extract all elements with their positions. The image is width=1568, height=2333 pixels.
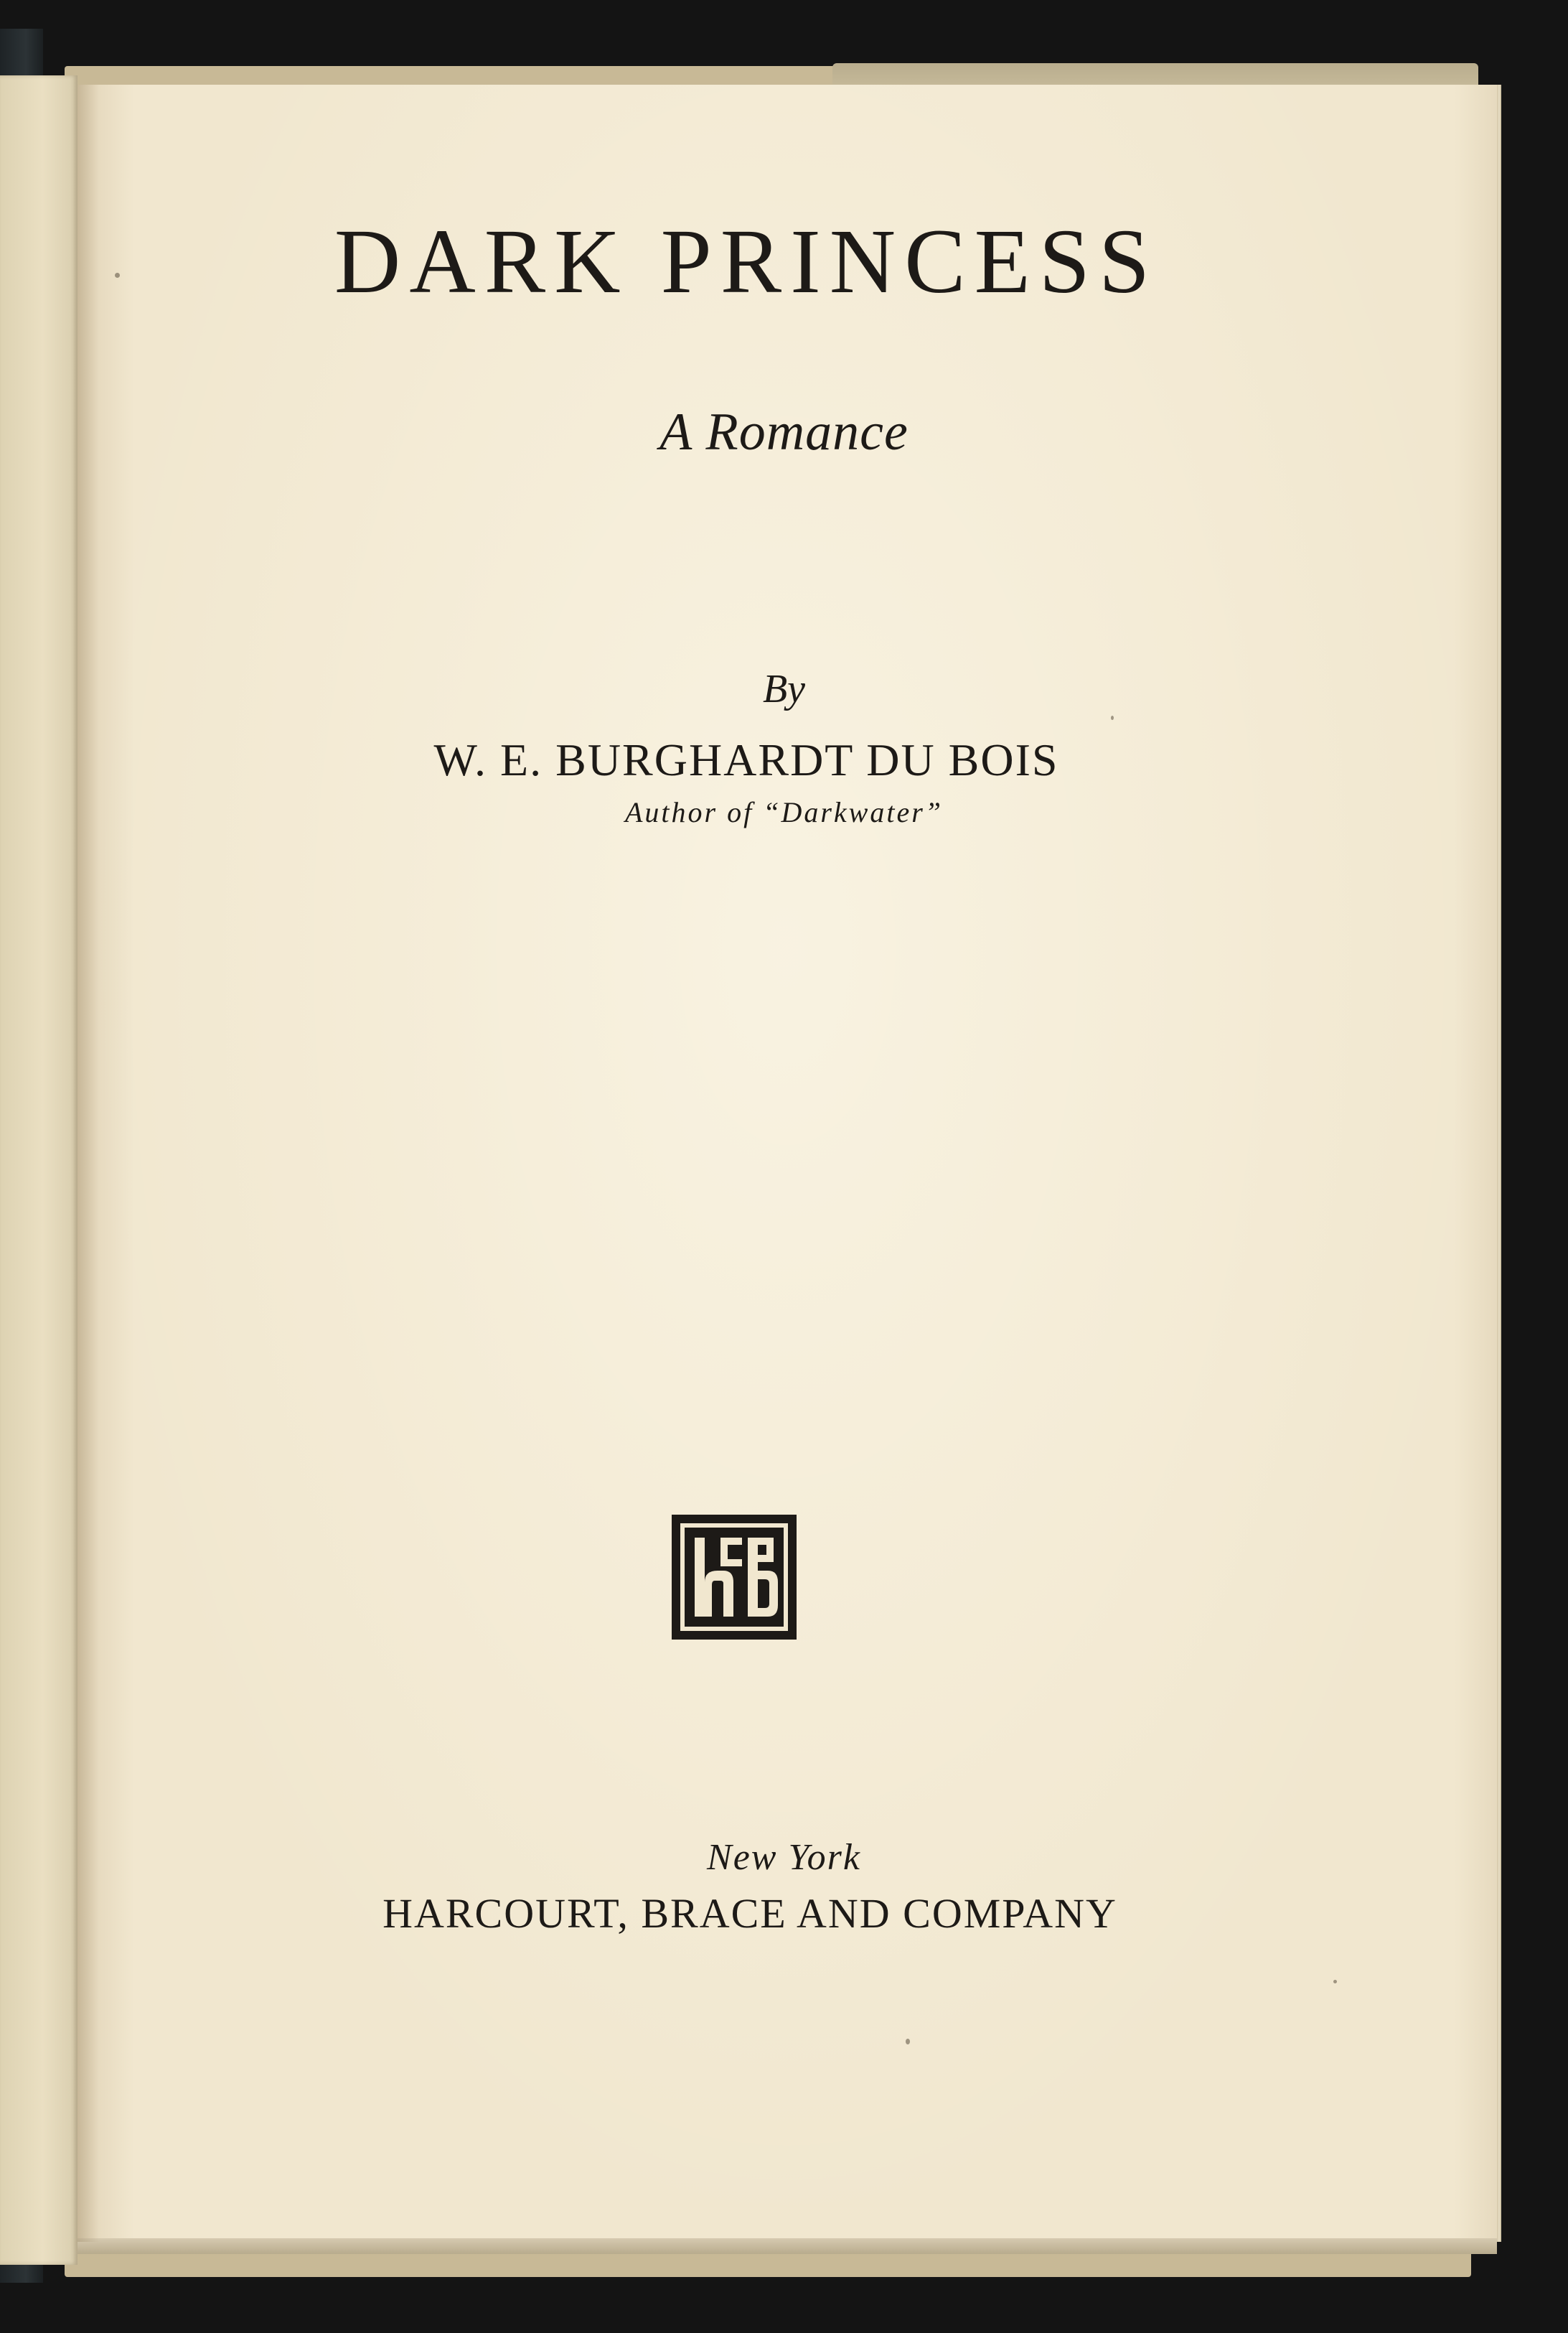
by-line: By	[762, 667, 806, 711]
author-name: W. E. BURGHARDT DU BOIS	[433, 734, 1059, 785]
paper-speck	[115, 273, 120, 278]
publisher-name: HARCOURT, BRACE AND COMPANY	[382, 1890, 1117, 1937]
book-subtitle: A Romance	[659, 403, 909, 462]
paper-speck	[906, 2039, 910, 2044]
publisher-place: New York	[707, 1837, 861, 1878]
page-bottom-edge	[78, 2238, 1497, 2254]
paper-speck	[1333, 1980, 1337, 1983]
paper-speck	[1111, 716, 1114, 720]
author-previous-work: Author of “Darkwater”	[624, 796, 944, 828]
book-title: DARK PRINCESS	[334, 210, 1159, 312]
hb-publisher-colophon-icon	[670, 1513, 798, 1641]
